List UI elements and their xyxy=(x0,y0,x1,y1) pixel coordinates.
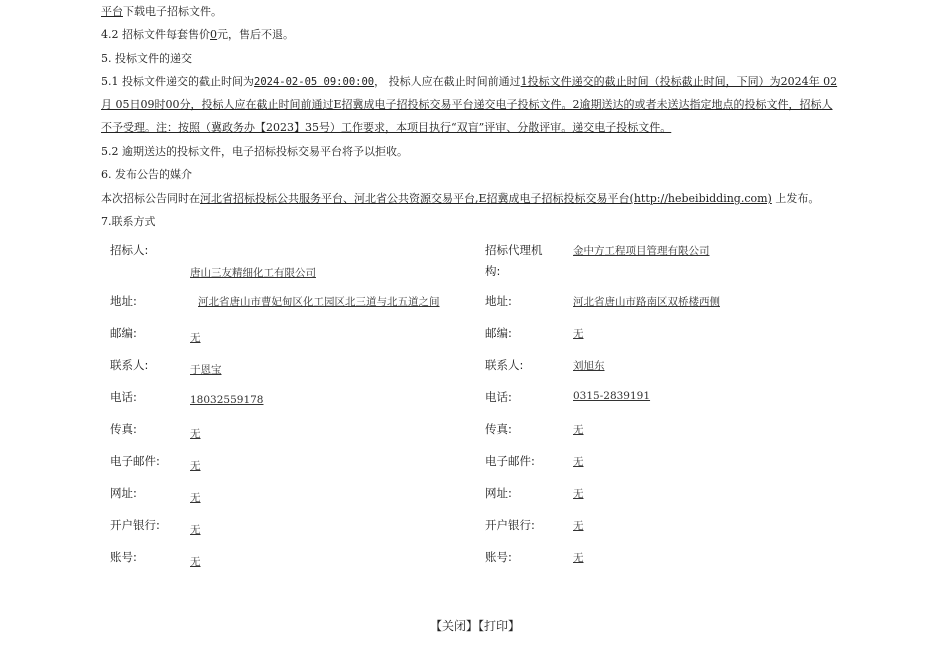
contact-row-web xyxy=(110,484,870,516)
agency-web-value: 无 xyxy=(573,488,584,500)
agency-bank-label: 开户银行: xyxy=(485,518,535,532)
contact-row-bank xyxy=(110,516,870,548)
web-value: 无 xyxy=(190,492,201,504)
agency-email-value: 无 xyxy=(573,456,584,468)
text-fragment: 4.2 招标文件每套售价 xyxy=(101,28,210,41)
tenderer-value: 唐山三友精细化工有限公司 xyxy=(190,267,316,279)
account-value: 无 xyxy=(190,556,201,568)
text-line-notice xyxy=(101,116,864,140)
text-fragment: 上发布。 xyxy=(771,192,820,205)
fax-value: 无 xyxy=(190,428,201,440)
deadline-value: 2024-02-05 09:00:00 xyxy=(254,76,375,88)
agency-fax-label: 传真: xyxy=(485,422,512,436)
phone-value: 18032559178 xyxy=(190,394,264,406)
contact-row-person xyxy=(110,356,870,388)
zip-value: 无 xyxy=(190,332,201,344)
section-heading-contact: 7.联系方式 xyxy=(101,215,156,228)
agency-zip-value: 无 xyxy=(573,328,584,340)
text-line-media xyxy=(101,187,864,211)
agency-person-label: 联系人: xyxy=(485,358,524,372)
agency-value: 金中方工程项目管理有限公司 xyxy=(573,245,710,257)
zip-label: 邮编: xyxy=(110,326,137,340)
text-fragment: 本次招标公告同时在 xyxy=(101,192,200,205)
contact-row-fax xyxy=(110,420,870,452)
agency-account-value: 无 xyxy=(573,552,584,564)
agency-address-label: 地址: xyxy=(485,294,512,308)
platform-link[interactable]: 平台 xyxy=(101,5,123,18)
text-fragment: 元，售后不退。 xyxy=(217,28,294,41)
close-button[interactable]: 【关闭】 xyxy=(429,619,478,633)
account-label: 账号: xyxy=(110,550,137,564)
agency-account-label: 账号: xyxy=(485,550,512,564)
agency-person-value: 刘旭东 xyxy=(573,360,605,372)
text-line-download xyxy=(101,0,864,24)
contact-row-zip xyxy=(110,324,870,356)
agency-web-label: 网址: xyxy=(485,486,512,500)
contact-row-email xyxy=(110,452,870,484)
person-value: 于恩宝 xyxy=(190,364,222,376)
tenderer-label: 招标人: xyxy=(110,243,149,257)
agency-label-line2: 构: xyxy=(485,264,501,278)
text-line-price xyxy=(101,23,864,47)
agency-phone-value: 0315-2839191 xyxy=(573,390,651,402)
text-line-deadline xyxy=(101,70,864,95)
contact-row-address xyxy=(110,292,870,324)
agency-address-value: 河北省唐山市路南区双桥楼西侧 xyxy=(573,296,720,308)
web-label: 网址: xyxy=(110,486,137,500)
footer-actions xyxy=(0,617,950,634)
text-fragment: ， 投标人应在截止时间前通过 xyxy=(374,75,521,88)
phone-label: 电话: xyxy=(110,390,137,404)
fax-label: 传真: xyxy=(110,422,137,436)
agency-label-line1: 招标代理机 xyxy=(485,243,543,257)
contact-row-phone xyxy=(110,388,870,420)
print-button[interactable]: 【打印】 xyxy=(478,619,521,633)
text-fragment: 下载电子招标文件。 xyxy=(123,5,222,18)
text-fragment: 5.1 投标文件递交的截止时间为 xyxy=(101,75,254,88)
person-label: 联系人: xyxy=(110,358,149,372)
agency-phone-label: 电话: xyxy=(485,390,512,404)
section-heading-media: 6. 发布公告的媒介 xyxy=(101,168,192,181)
agency-fax-value: 无 xyxy=(573,424,584,436)
bank-label: 开户银行: xyxy=(110,518,160,532)
contact-row-tenderer xyxy=(110,238,870,279)
bank-value: 无 xyxy=(190,524,201,536)
price-value: 0 xyxy=(210,28,217,41)
section-heading-submission: 5. 投标文件的递交 xyxy=(101,52,192,65)
agency-zip-label: 邮编: xyxy=(485,326,512,340)
agency-email-label: 电子邮件: xyxy=(485,454,535,468)
contact-row-account xyxy=(110,548,870,580)
text-line-deadline-cont: 月 05日09时00分，投标人应在截止时间前通过E招冀成电子招投标交易平台递交电子投标文件。2逾期送达的或者未送达指定地点的投标文件，招标人 xyxy=(101,98,833,111)
email-value: 无 xyxy=(190,460,201,472)
address-label: 地址: xyxy=(110,294,137,308)
address-value: 河北省唐山市曹妃甸区化工园区北三道与北五道之间 xyxy=(198,296,440,308)
media-platform-link[interactable]: 河北省招标投标公共服务平台、河北省公共资源交易平台,E招冀成电子招标投标交易平台(http://hebeibidding.com) xyxy=(200,192,772,205)
notice-text: 不予受理。注：按照（冀政务办【2023】35号）工作要求，本项目执行“双盲”评审、分散评审。递交电子投标文件。 xyxy=(101,121,672,134)
deadline-detail: 1投标文件递交的截止时间（投标截止时间，下同）为2024年 02 xyxy=(520,75,838,88)
text-line-rejection: 5.2 逾期送达的投标文件，电子招标投标交易平台将予以拒收。 xyxy=(101,145,408,158)
agency-bank-value: 无 xyxy=(573,520,584,532)
email-label: 电子邮件: xyxy=(110,454,160,468)
